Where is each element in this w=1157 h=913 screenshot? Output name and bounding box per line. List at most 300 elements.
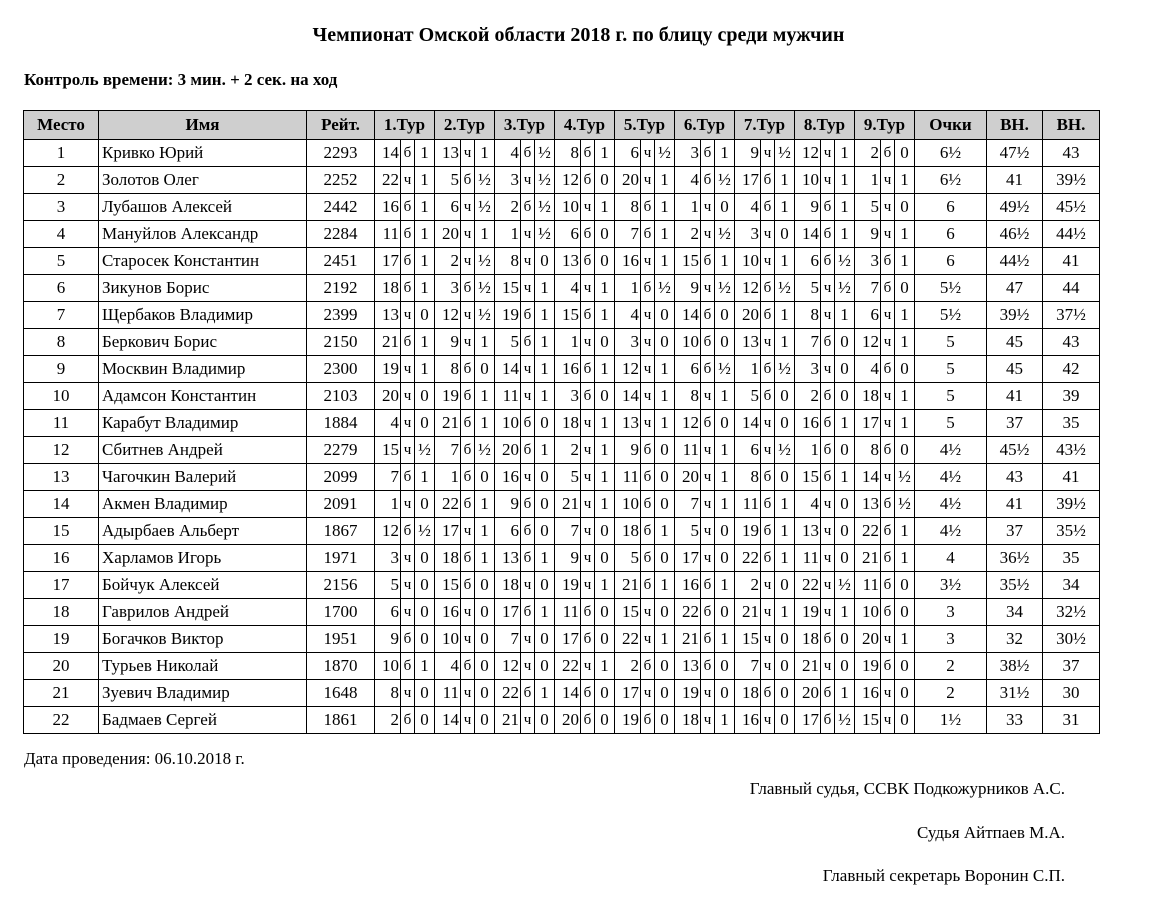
round-result-cell: 0 (595, 329, 615, 356)
round-opponent-cell: 22 (855, 518, 881, 545)
tiebreak-2-cell: 39 (1043, 383, 1100, 410)
rating-cell: 1884 (307, 410, 375, 437)
round-result-cell: 1 (775, 194, 795, 221)
round-color-cell: б (641, 437, 655, 464)
points-cell: 6 (915, 248, 987, 275)
round-opponent-cell: 8 (675, 383, 701, 410)
round-result-cell: 1 (895, 410, 915, 437)
round-opponent-cell: 16 (615, 248, 641, 275)
round-color-cell: ч (641, 140, 655, 167)
round-color-cell: ч (641, 626, 655, 653)
round-opponent-cell: 14 (615, 383, 641, 410)
round-color-cell: б (881, 140, 895, 167)
round-opponent-cell: 4 (555, 275, 581, 302)
round-color-cell: ч (581, 464, 595, 491)
round-result-cell: 1 (775, 491, 795, 518)
round-color-cell: б (641, 275, 655, 302)
round-color-cell: б (701, 329, 715, 356)
rating-cell: 2451 (307, 248, 375, 275)
round-color-cell: ч (521, 653, 535, 680)
round-result-cell: 0 (715, 653, 735, 680)
round-result-cell: 1 (595, 410, 615, 437)
rating-cell: 1870 (307, 653, 375, 680)
round-result-cell: 0 (415, 626, 435, 653)
round-color-cell: б (761, 545, 775, 572)
table-row (24, 707, 1100, 734)
round-opponent-cell: 1 (615, 275, 641, 302)
round-color-cell: б (881, 653, 895, 680)
header-tiebreak-2: ВН. (1043, 111, 1100, 140)
round-result-cell: 0 (715, 194, 735, 221)
round-opponent-cell: 20 (795, 680, 821, 707)
round-opponent-cell: 20 (675, 464, 701, 491)
round-opponent-cell: 7 (735, 653, 761, 680)
round-result-cell: 0 (775, 410, 795, 437)
round-result-cell: 1 (535, 383, 555, 410)
round-result-cell: 0 (895, 680, 915, 707)
place-cell: 7 (24, 302, 99, 329)
round-result-cell: ½ (775, 275, 795, 302)
player-name-cell: Бадмаев Сергей (99, 707, 307, 734)
round-result-cell: 1 (415, 140, 435, 167)
round-color-cell: ч (701, 437, 715, 464)
round-opponent-cell: 3 (495, 167, 521, 194)
round-opponent-cell: 22 (795, 572, 821, 599)
place-cell: 12 (24, 437, 99, 464)
round-result-cell: ½ (415, 437, 435, 464)
round-color-cell: б (461, 545, 475, 572)
round-opponent-cell: 13 (615, 410, 641, 437)
round-opponent-cell: 9 (615, 437, 641, 464)
round-result-cell: ½ (775, 437, 795, 464)
header-row (24, 111, 1100, 140)
round-opponent-cell: 12 (375, 518, 401, 545)
points-cell: 6 (915, 221, 987, 248)
round-color-cell: б (761, 194, 775, 221)
round-color-cell: ч (761, 410, 775, 437)
place-cell: 9 (24, 356, 99, 383)
round-result-cell: 1 (415, 356, 435, 383)
tiebreak-1-cell: 34 (987, 599, 1043, 626)
round-color-cell: б (401, 518, 415, 545)
round-opponent-cell: 2 (375, 707, 401, 734)
place-cell: 18 (24, 599, 99, 626)
round-color-cell: б (521, 491, 535, 518)
round-result-cell: 0 (535, 410, 555, 437)
round-result-cell: 1 (895, 626, 915, 653)
round-color-cell: ч (521, 167, 535, 194)
rating-cell: 2293 (307, 140, 375, 167)
round-result-cell: 0 (895, 653, 915, 680)
round-color-cell: б (461, 437, 475, 464)
round-result-cell: 1 (655, 248, 675, 275)
round-color-cell: б (641, 707, 655, 734)
round-result-cell: 0 (655, 437, 675, 464)
tiebreak-2-cell: 37½ (1043, 302, 1100, 329)
tiebreak-1-cell: 49½ (987, 194, 1043, 221)
round-result-cell: 0 (835, 329, 855, 356)
round-color-cell: ч (461, 194, 475, 221)
round-color-cell: б (881, 356, 895, 383)
rating-cell: 2252 (307, 167, 375, 194)
round-color-cell: б (881, 518, 895, 545)
round-opponent-cell: 20 (375, 383, 401, 410)
round-opponent-cell: 8 (855, 437, 881, 464)
round-opponent-cell: 6 (375, 599, 401, 626)
round-opponent-cell: 5 (735, 383, 761, 410)
round-result-cell: 1 (835, 167, 855, 194)
round-color-cell: ч (521, 464, 535, 491)
table-row (24, 680, 1100, 707)
player-name-cell: Бойчук Алексей (99, 572, 307, 599)
tiebreak-2-cell: 37 (1043, 653, 1100, 680)
round-result-cell: ½ (475, 302, 495, 329)
round-result-cell: 1 (715, 248, 735, 275)
round-color-cell: ч (521, 275, 535, 302)
points-cell: 6 (915, 194, 987, 221)
tiebreak-2-cell: 43 (1043, 140, 1100, 167)
tiebreak-1-cell: 44½ (987, 248, 1043, 275)
round-color-cell: ч (701, 707, 715, 734)
round-opponent-cell: 6 (615, 140, 641, 167)
round-opponent-cell: 8 (615, 194, 641, 221)
table-row (24, 518, 1100, 545)
round-color-cell: б (401, 329, 415, 356)
tiebreak-1-cell: 47½ (987, 140, 1043, 167)
tiebreak-1-cell: 46½ (987, 221, 1043, 248)
round-result-cell: 0 (715, 680, 735, 707)
round-opponent-cell: 13 (795, 518, 821, 545)
round-color-cell: ч (461, 707, 475, 734)
round-result-cell: 1 (655, 383, 675, 410)
round-opponent-cell: 9 (735, 140, 761, 167)
points-cell: 1½ (915, 707, 987, 734)
round-result-cell: 0 (475, 626, 495, 653)
place-cell: 16 (24, 545, 99, 572)
round-opponent-cell: 16 (555, 356, 581, 383)
event-date: Дата проведения: 06.10.2018 г. (24, 749, 245, 768)
round-color-cell: ч (521, 626, 535, 653)
round-opponent-cell: 22 (495, 680, 521, 707)
round-opponent-cell: 3 (855, 248, 881, 275)
round-result-cell: 0 (655, 329, 675, 356)
rating-cell: 2442 (307, 194, 375, 221)
points-cell: 4½ (915, 491, 987, 518)
page-title: Чемпионат Омской области 2018 г. по блицу среди мужчин (312, 24, 845, 46)
round-result-cell: 1 (835, 221, 855, 248)
round-opponent-cell: 22 (615, 626, 641, 653)
round-result-cell: 0 (835, 653, 855, 680)
round-result-cell: 0 (895, 356, 915, 383)
round-color-cell: ч (401, 491, 415, 518)
round-color-cell: б (821, 329, 835, 356)
round-color-cell: ч (401, 383, 415, 410)
round-result-cell: ½ (655, 275, 675, 302)
round-color-cell: ч (761, 248, 775, 275)
round-result-cell: 1 (835, 302, 855, 329)
round-color-cell: б (641, 221, 655, 248)
round-color-cell: б (821, 626, 835, 653)
round-opponent-cell: 2 (495, 194, 521, 221)
round-color-cell: ч (401, 437, 415, 464)
round-opponent-cell: 6 (495, 518, 521, 545)
header-round-4: 4.Тур (555, 111, 615, 140)
round-opponent-cell: 13 (855, 491, 881, 518)
round-color-cell: ч (461, 518, 475, 545)
round-color-cell: б (401, 221, 415, 248)
round-color-cell: ч (761, 653, 775, 680)
round-opponent-cell: 2 (735, 572, 761, 599)
round-opponent-cell: 21 (615, 572, 641, 599)
round-result-cell: 1 (535, 275, 555, 302)
round-opponent-cell: 12 (555, 167, 581, 194)
round-opponent-cell: 5 (495, 329, 521, 356)
round-opponent-cell: 22 (675, 599, 701, 626)
round-result-cell: 1 (415, 275, 435, 302)
round-color-cell: ч (461, 140, 475, 167)
round-result-cell: 1 (535, 545, 555, 572)
round-result-cell: 1 (595, 356, 615, 383)
round-color-cell: б (821, 194, 835, 221)
round-result-cell: 1 (415, 167, 435, 194)
header-round-2: 2.Тур (435, 111, 495, 140)
tiebreak-1-cell: 41 (987, 167, 1043, 194)
round-color-cell: ч (521, 221, 535, 248)
place-cell: 22 (24, 707, 99, 734)
round-result-cell: 1 (895, 545, 915, 572)
round-opponent-cell: 10 (615, 491, 641, 518)
header-rating: Рейт. (307, 111, 375, 140)
round-color-cell: ч (641, 599, 655, 626)
round-result-cell: 1 (715, 437, 735, 464)
round-opponent-cell: 11 (615, 464, 641, 491)
round-color-cell: б (641, 653, 655, 680)
round-result-cell: 1 (895, 248, 915, 275)
round-color-cell: ч (701, 275, 715, 302)
round-result-cell: 1 (415, 653, 435, 680)
round-color-cell: б (461, 275, 475, 302)
round-result-cell: 0 (415, 599, 435, 626)
round-color-cell: ч (641, 302, 655, 329)
round-color-cell: ч (641, 356, 655, 383)
round-result-cell: 0 (835, 491, 855, 518)
round-color-cell: б (881, 437, 895, 464)
round-opponent-cell: 5 (855, 194, 881, 221)
round-opponent-cell: 10 (495, 410, 521, 437)
round-opponent-cell: 5 (435, 167, 461, 194)
round-color-cell: б (821, 707, 835, 734)
round-result-cell: 0 (775, 707, 795, 734)
round-opponent-cell: 10 (375, 653, 401, 680)
round-result-cell: 1 (595, 302, 615, 329)
round-color-cell: ч (881, 410, 895, 437)
round-result-cell: 0 (835, 383, 855, 410)
round-opponent-cell: 22 (435, 491, 461, 518)
rating-cell: 1867 (307, 518, 375, 545)
round-result-cell: 1 (835, 464, 855, 491)
round-result-cell: 0 (655, 707, 675, 734)
round-opponent-cell: 2 (435, 248, 461, 275)
round-result-cell: 0 (475, 599, 495, 626)
round-color-cell: б (881, 248, 895, 275)
round-opponent-cell: 19 (375, 356, 401, 383)
round-opponent-cell: 5 (615, 545, 641, 572)
round-result-cell: 1 (595, 275, 615, 302)
round-color-cell: ч (641, 167, 655, 194)
round-result-cell: 0 (535, 707, 555, 734)
round-color-cell: б (761, 464, 775, 491)
round-result-cell: 0 (715, 410, 735, 437)
round-result-cell: 1 (835, 194, 855, 221)
round-result-cell: 0 (595, 680, 615, 707)
round-opponent-cell: 3 (615, 329, 641, 356)
standings-table (23, 110, 1100, 734)
round-result-cell: 1 (775, 302, 795, 329)
round-opponent-cell: 12 (855, 329, 881, 356)
round-color-cell: ч (881, 464, 895, 491)
round-result-cell: 0 (535, 626, 555, 653)
round-result-cell: 0 (775, 653, 795, 680)
round-result-cell: 0 (895, 437, 915, 464)
round-opponent-cell: 11 (435, 680, 461, 707)
round-opponent-cell: 7 (675, 491, 701, 518)
round-opponent-cell: 3 (435, 275, 461, 302)
round-color-cell: б (641, 545, 655, 572)
round-opponent-cell: 20 (435, 221, 461, 248)
round-opponent-cell: 2 (555, 437, 581, 464)
round-result-cell: 0 (835, 545, 855, 572)
round-color-cell: б (581, 599, 595, 626)
round-opponent-cell: 3 (735, 221, 761, 248)
round-result-cell: 0 (655, 653, 675, 680)
points-cell: 3 (915, 626, 987, 653)
round-opponent-cell: 10 (435, 626, 461, 653)
player-name-cell: Щербаков Владимир (99, 302, 307, 329)
header-points: Очки (915, 111, 987, 140)
round-opponent-cell: 4 (735, 194, 761, 221)
round-opponent-cell: 15 (375, 437, 401, 464)
round-color-cell: ч (821, 518, 835, 545)
round-opponent-cell: 22 (735, 545, 761, 572)
round-opponent-cell: 21 (675, 626, 701, 653)
tiebreak-2-cell: 34 (1043, 572, 1100, 599)
round-opponent-cell: 17 (795, 707, 821, 734)
round-result-cell: 0 (535, 572, 555, 599)
round-color-cell: б (521, 680, 535, 707)
round-result-cell: 1 (775, 518, 795, 545)
round-color-cell: б (401, 275, 415, 302)
round-color-cell: б (761, 275, 775, 302)
round-color-cell: б (821, 464, 835, 491)
round-result-cell: 0 (475, 707, 495, 734)
tiebreak-2-cell: 35 (1043, 410, 1100, 437)
round-opponent-cell: 6 (735, 437, 761, 464)
place-cell: 5 (24, 248, 99, 275)
player-name-cell: Москвин Владимир (99, 356, 307, 383)
round-result-cell: 1 (535, 599, 555, 626)
tiebreak-2-cell: 30 (1043, 680, 1100, 707)
arbiter-signature: Судья Айтпаев М.А. (917, 823, 1065, 842)
round-opponent-cell: 18 (375, 275, 401, 302)
round-result-cell: 1 (895, 221, 915, 248)
round-color-cell: б (701, 356, 715, 383)
round-color-cell: ч (821, 275, 835, 302)
round-result-cell: 1 (715, 572, 735, 599)
round-result-cell: 0 (595, 221, 615, 248)
round-result-cell: 1 (715, 383, 735, 410)
round-opponent-cell: 9 (375, 626, 401, 653)
round-color-cell: б (521, 194, 535, 221)
table-row (24, 275, 1100, 302)
round-result-cell: 1 (595, 437, 615, 464)
round-color-cell: ч (581, 410, 595, 437)
round-opponent-cell: 19 (735, 518, 761, 545)
round-opponent-cell: 7 (375, 464, 401, 491)
round-result-cell: 0 (775, 464, 795, 491)
round-color-cell: ч (461, 302, 475, 329)
round-opponent-cell: 19 (555, 572, 581, 599)
round-opponent-cell: 15 (855, 707, 881, 734)
points-cell: 4½ (915, 464, 987, 491)
round-color-cell: б (641, 464, 655, 491)
round-color-cell: ч (821, 599, 835, 626)
place-cell: 6 (24, 275, 99, 302)
round-result-cell: ½ (715, 275, 735, 302)
round-color-cell: б (821, 221, 835, 248)
round-result-cell: 0 (715, 545, 735, 572)
round-opponent-cell: 14 (495, 356, 521, 383)
round-result-cell: 1 (715, 626, 735, 653)
round-color-cell: ч (881, 167, 895, 194)
round-opponent-cell: 6 (795, 248, 821, 275)
round-opponent-cell: 5 (675, 518, 701, 545)
round-result-cell: 1 (655, 410, 675, 437)
round-opponent-cell: 9 (855, 221, 881, 248)
round-result-cell: 1 (655, 518, 675, 545)
round-color-cell: б (881, 491, 895, 518)
round-color-cell: б (581, 383, 595, 410)
table-row (24, 410, 1100, 437)
table-row (24, 221, 1100, 248)
round-result-cell: 1 (475, 491, 495, 518)
table-row (24, 302, 1100, 329)
round-opponent-cell: 9 (795, 194, 821, 221)
round-result-cell: 0 (595, 545, 615, 572)
header-round-3: 3.Тур (495, 111, 555, 140)
round-color-cell: ч (641, 383, 655, 410)
round-opponent-cell: 2 (675, 221, 701, 248)
rating-cell: 2399 (307, 302, 375, 329)
round-result-cell: 0 (655, 599, 675, 626)
round-opponent-cell: 18 (615, 518, 641, 545)
round-opponent-cell: 15 (495, 275, 521, 302)
points-cell: 3 (915, 599, 987, 626)
round-opponent-cell: 1 (495, 221, 521, 248)
round-color-cell: ч (641, 680, 655, 707)
round-result-cell: 0 (655, 302, 675, 329)
round-opponent-cell: 7 (615, 221, 641, 248)
round-color-cell: б (581, 356, 595, 383)
round-color-cell: б (761, 167, 775, 194)
rating-cell: 2103 (307, 383, 375, 410)
round-color-cell: ч (881, 383, 895, 410)
round-result-cell: 0 (415, 545, 435, 572)
round-opponent-cell: 18 (435, 545, 461, 572)
round-opponent-cell: 20 (615, 167, 641, 194)
place-cell: 14 (24, 491, 99, 518)
round-color-cell: б (701, 626, 715, 653)
round-opponent-cell: 10 (735, 248, 761, 275)
